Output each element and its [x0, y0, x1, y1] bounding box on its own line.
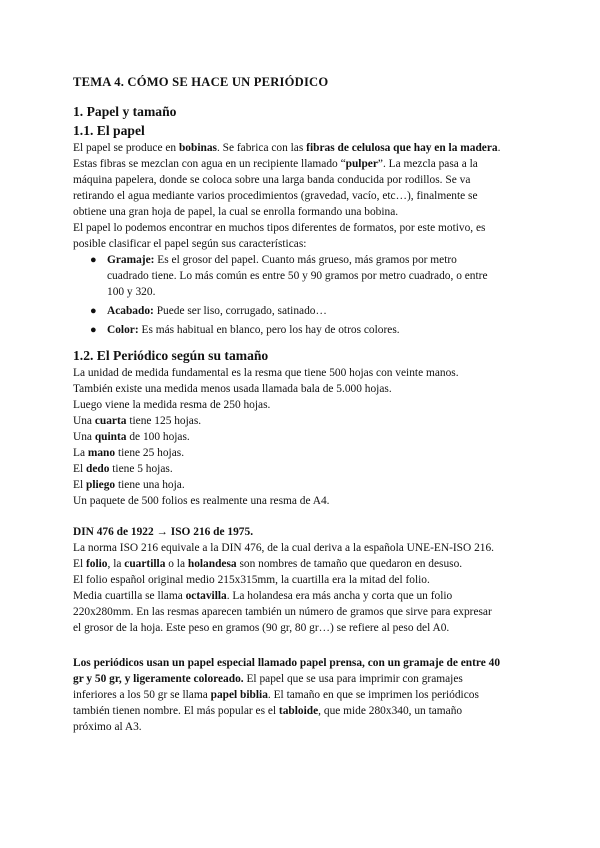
text-line: el grosor de la hoja. Este peso en gramos (90 gr, 80 gr…) se refiere al peso del A0. [73, 622, 450, 634]
text-line: Un paquete de 500 folios es realmente una resma de A4. [73, 495, 330, 507]
paper-characteristics-list [73, 252, 533, 341]
text-line: gr y 50 gr, y ligeramente coloreado. El papel que se usa para imprimir con gramajes [73, 673, 463, 685]
text-line: El pliego tiene una hoja. [73, 479, 185, 491]
bullet-icon: ● [90, 254, 97, 266]
text-line: El papel se produce en bobinas. Se fabrica con las fibras de celulosa que hay en la madera. [73, 142, 501, 154]
text-line: El papel lo podemos encontrar en muchos tipos diferentes de formatos, por este motivo, es [73, 222, 486, 234]
text-line: retirando el agua mediante varios procedimientos (gravedad, vacío, etc…), finalmente se [73, 190, 478, 202]
bullet-icon: ● [90, 305, 97, 317]
text-line: El folio español original medio 215x315mm, la cuartilla era la mitad del folio. [73, 574, 430, 586]
text-line: Los periódicos usan un papel especial llamado papel prensa, con un gramaje de entre 40 [73, 657, 501, 669]
paragraph-el-papel [73, 140, 533, 252]
text-line: Media cuartilla se llama octavilla. La holandesa era más ancha y corta que un folio [73, 590, 453, 602]
list-item-color: ● Color: Es más habitual en blanco, pero los hay de otros colores. [90, 324, 400, 336]
bullet-icon: ● [90, 324, 97, 336]
text-line: Una quinta de 100 hojas. [73, 431, 190, 443]
paragraph-papel-prensa [73, 655, 533, 735]
paragraph-din-iso [73, 524, 533, 636]
text-line: 220x280mm. En las resmas aparecen también un número de gramos que sirve para expresar [73, 606, 492, 618]
text-line: máquina papelera, donde se coloca sobre una larga banda conducida por rodillos. Se va [73, 174, 471, 186]
text-line: La unidad de medida fundamental es la resma que tiene 500 hojas con veinte manos. [73, 367, 459, 379]
text-line: El dedo tiene 5 hojas. [73, 463, 173, 475]
text-line: obtiene una gran hoja de papel, la cual se enrolla formando una bobina. [73, 206, 399, 218]
text-line: Estas fibras se mezclan con agua en un recipiente llamado “pulper”. La mezcla pasa a la [73, 158, 478, 170]
text-line: también tienen nombre. El más popular es el tabloide, que mide 280x340, un tamaño [73, 705, 463, 717]
list-item-gramaje: ● Gramaje: Es el grosor del papel. Cuanto más grueso, más gramos por metro cuadrado tiene. Lo más común es entre 50 y 90 gramos por metro cuadrado, o entre 100 y 320. [90, 254, 488, 298]
text-line: La mano tiene 25 hojas. [73, 447, 185, 459]
text-line: Una cuarta tiene 125 hojas. [73, 415, 202, 427]
text-line: próximo al A3. [73, 721, 142, 733]
section-heading-papel-y-tamano: 1. Papel y tamaño [73, 104, 177, 119]
text-line: La norma ISO 216 equivale a la DIN 476, de la cual deriva a la española UNE-EN-ISO 216. [73, 542, 494, 554]
document-title: TEMA 4. CÓMO SE HACE UN PERIÓDICO [73, 75, 329, 89]
text-line: El folio, la cuartilla o la holandesa son nombres de tamaño que quedaron en desuso. [73, 558, 463, 570]
text-line: inferiores a los 50 gr se llama papel biblia. El tamaño en que se imprimen los periódicos [73, 689, 479, 701]
text-line: También existe una medida menos usada llamada bala de 5.000 hojas. [73, 383, 392, 395]
paragraph-medidas [73, 365, 533, 509]
din-heading: DIN 476 de 1922 → ISO 216 de 1975. [73, 526, 254, 538]
text-line: posible clasificar el papel según sus características: [73, 238, 307, 250]
text-line: Luego viene la medida resma de 250 hojas. [73, 399, 271, 411]
subsection-heading-periodico-tamano: 1.2. El Periódico según su tamaño [73, 348, 269, 363]
subsection-heading-el-papel: 1.1. El papel [73, 123, 145, 138]
list-item-acabado: ● Acabado: Puede ser liso, corrugado, satinado… [90, 305, 327, 317]
